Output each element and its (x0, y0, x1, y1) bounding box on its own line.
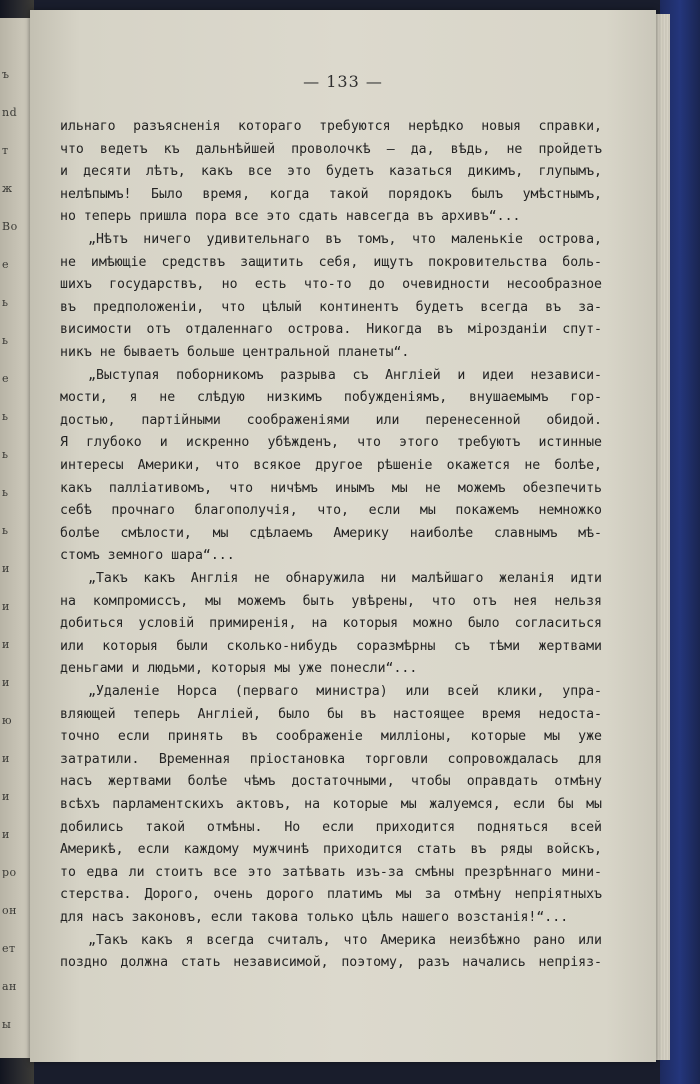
text-line: Я глубоко и искренно убѣжденъ, что этого требуютъ истинные (60, 435, 602, 451)
previous-page-text-fragment: ет (2, 942, 16, 954)
text-line: всѣхъ парламентскихъ актовъ, на которые мы жалуемся, если бы мы (60, 797, 602, 812)
previous-page-text-fragment: ро (2, 866, 17, 878)
previous-page-text-fragment: ь (2, 524, 9, 536)
text-line: поздно должна стать независимой, поэтому, разъ начались непріяз- (60, 955, 602, 971)
text-line: „Удаленіе Норса (перваго министра) или всей клики, упра- (88, 684, 602, 699)
text-line: деньгами и людьми, которыя мы уже понесли“... (60, 661, 418, 677)
text-line: не имѣющіе средствъ защитить себя, ищутъ покровительства боль- (60, 254, 602, 270)
text-line: что ведетъ къ дальнѣйшей проволочкѣ — да, вѣдь, не пройдетъ (60, 141, 602, 157)
previous-page-text-fragment: nd (2, 106, 18, 118)
text-line: но теперь пришла пора все это сдать навсегда въ архивъ“... (60, 209, 521, 225)
text-line: шихъ государствъ, но есть что-то до очевидности несообразное (60, 277, 602, 293)
previous-page-text-fragment: ю (2, 714, 13, 726)
text-line: то едва ли стоитъ все это затѣвать изъ-за смѣны презрѣннаго мини- (60, 864, 602, 880)
previous-page-text-fragment: Bo (2, 220, 18, 232)
previous-page-text-fragment: ж (2, 182, 13, 194)
text-line: добились такой отмѣны. Но если приходится подняться всей (60, 819, 602, 835)
previous-page-text-fragment: ь (2, 410, 9, 422)
text-line: въ предположеніи, что цѣлый континентъ будетъ всегда въ за- (60, 299, 602, 315)
previous-page-text-fragment: и (2, 638, 10, 650)
text-line: на компромиссъ, мы можемъ быть увѣрены, что отъ нея нельзя (60, 593, 602, 609)
text-line: „Такъ какъ Англія не обнаружила ни малѣйшаго желанія идти (88, 571, 602, 586)
previous-page-text-fragment: ан (2, 980, 17, 992)
previous-page-text-fragment: ь (2, 296, 9, 308)
previous-page-text-fragment: и (2, 790, 10, 802)
text-line: „Такъ какъ я всегда считалъ, что Америка неизбѣжно рано или (88, 932, 602, 948)
text-line: точно если принять въ соображеніе милліоны, которые мы уже (60, 729, 602, 745)
previous-page-text-fragment: он (2, 904, 17, 916)
previous-page-text-fragment: ъ (2, 68, 10, 80)
text-line: интересы Америки, что всякое другое рѣшеніе окажется не болѣе, (60, 458, 602, 473)
text-line: себѣ прочнаго благополучія, что, если мы покажемъ немножко (60, 503, 602, 519)
text-line: мости, я не слѣдую низкимъ побужденіямъ, внушаемымъ гор- (60, 390, 602, 406)
previous-page-text-fragment: и (2, 562, 10, 574)
text-line: Америкѣ, если каждому мужчинѣ приходится стать въ ряды войскъ, (60, 842, 602, 858)
text-line: нелѣпымъ! Было время, когда такой порядокъ былъ умѣстнымъ, (60, 186, 602, 202)
previous-page-text-fragment: и (2, 676, 10, 688)
text-line: ильнаго разъясненія котораго требуются нерѣдко новыя справки, (60, 119, 602, 134)
text-line: затратили. Временная пріостановка торговли сопровождалась для (60, 751, 602, 767)
previous-page-text-fragment: т (2, 144, 9, 156)
text-line: вляющей теперь Англіей, было бы въ настоящее время недоста- (60, 706, 602, 722)
previous-page-text-fragment: и (2, 752, 10, 764)
text-line: добиться условій примиренія, на которыя можно было согласиться (60, 616, 602, 632)
previous-page-text-fragment: ь (2, 486, 9, 498)
text-line: „Выступая поборникомъ разрыва съ Англіей и идеи независи- (88, 367, 602, 383)
text-line: стомъ земного шара“... (60, 548, 235, 564)
text-line: стерства. Дорого, очень дорого платимъ мы за отмѣну непріятныхъ (60, 887, 602, 903)
previous-page-text-fragment: и (2, 600, 10, 612)
previous-page-text-fragment: ь (2, 334, 9, 346)
text-line: болѣе смѣлости, мы сдѣлаемъ Америку наиболѣе славнымъ мѣ- (60, 525, 602, 541)
book-page (30, 10, 656, 1062)
text-line: какъ паллiативомъ, что ничѣмъ инымъ мы не можемъ обезпечить (60, 480, 602, 496)
previous-page-text-fragment: ь (2, 448, 9, 460)
text-line: никъ не бываетъ больше центральной планеты“. (60, 345, 410, 360)
previous-page-text-fragment: и (2, 828, 10, 840)
text-line: для насъ законовъ, если такова только цѣль нашего возстанія!“... (60, 910, 569, 925)
previous-page-text-fragment: e (2, 372, 10, 384)
text-line: достью, партійными соображеніями или перенесенной обидой. (60, 412, 602, 428)
previous-page-text-fragment: ы (2, 1018, 12, 1030)
text-line: или которыя были сколько-нибудь соразмѣрны съ тѣми жертвами (60, 638, 602, 654)
previous-page-text-fragment: e (2, 258, 10, 270)
text-line: насъ жертвами болѣе чѣмъ достаточными, чтобы оправдать отмѣну (60, 774, 602, 790)
text-line: и десяти лѣтъ, какъ все это будетъ казаться дикимъ, глупымъ, (60, 164, 602, 180)
page-number: — 133 — (303, 72, 383, 91)
text-line: „Нѣтъ ничего удивительнаго въ томъ, что маленькіе острова, (88, 232, 602, 247)
text-line: висимости отъ отдаленнаго острова. Никогда въ мірозданіи спут- (60, 322, 602, 338)
